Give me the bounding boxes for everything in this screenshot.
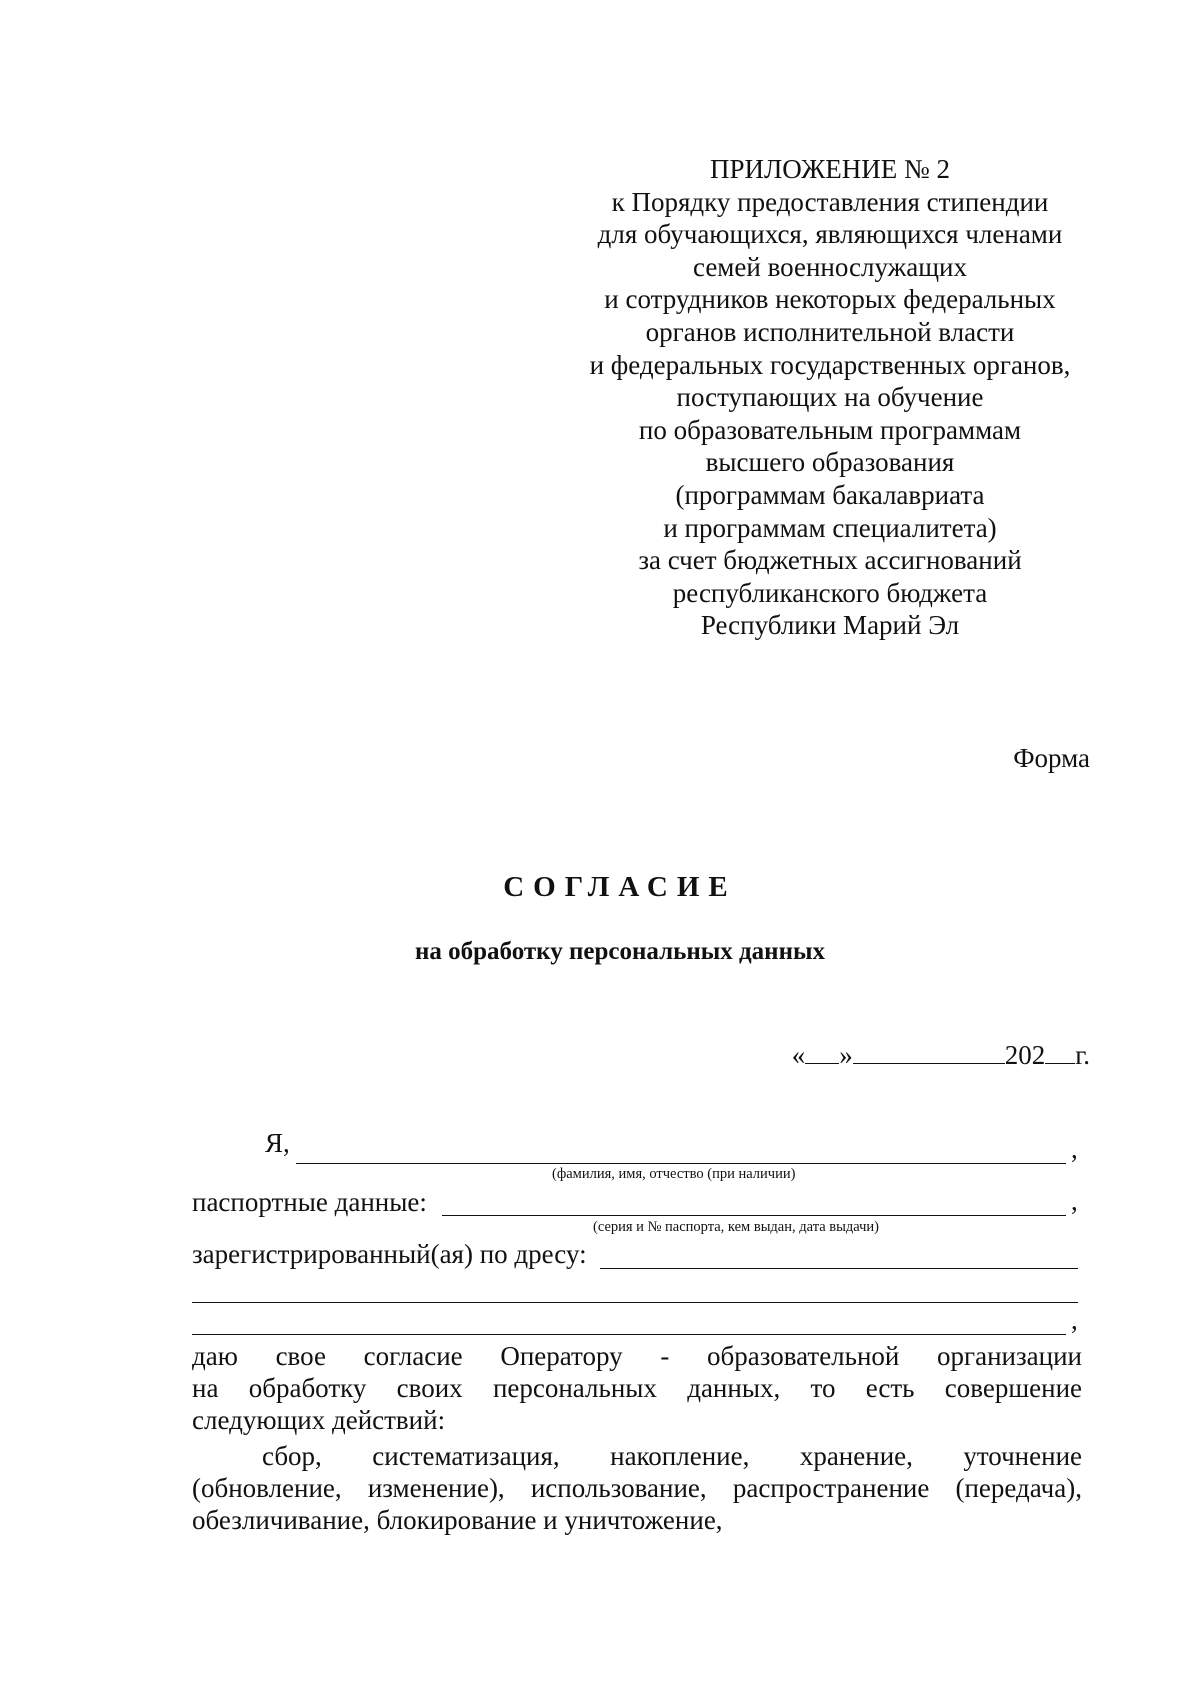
date-close-quote: » — [839, 1040, 853, 1070]
consent-line-2: на обработку своих персональных данных, то есть совершение — [192, 1373, 1082, 1403]
address-comma: , — [1071, 1305, 1078, 1335]
passport-comma: , — [1071, 1186, 1078, 1216]
actions-line-3: обезличивание, блокирование и уничтожение, — [192, 1505, 723, 1535]
appendix-line: поступающих на обучение — [676, 382, 984, 413]
actions-line-1: сбор, систематизация, накопление, хранение, уточнение — [262, 1441, 1082, 1471]
year-suffix: г. — [1075, 1040, 1090, 1070]
name-prefix: Я, — [265, 1128, 290, 1158]
name-hint: (фамилия, имя, отчество (при наличии) — [552, 1166, 796, 1182]
appendix-line: для обучающихся, являющихся членами — [597, 219, 1063, 250]
address-field-line-1[interactable] — [600, 1268, 1078, 1269]
appendix-line: и сотрудников некоторых федеральных — [604, 284, 1056, 315]
appendix-line: за счет бюджетных ассигнований — [638, 545, 1022, 576]
document-subtitle: на обработку персональных данных — [415, 938, 825, 965]
form-label: Форма — [1013, 743, 1090, 773]
day-blank[interactable] — [805, 1041, 839, 1064]
address-field-line-2[interactable] — [192, 1302, 1078, 1303]
month-blank[interactable] — [853, 1041, 1005, 1064]
appendix-line: и федеральных государственных органов, — [589, 349, 1071, 380]
name-comma: , — [1071, 1134, 1078, 1164]
year-blank[interactable] — [1045, 1041, 1075, 1064]
appendix-header — [560, 153, 1100, 642]
actions-paragraph — [192, 1440, 1082, 1536]
actions-line-2: (обновление, изменение), использование, распространение (передача), — [192, 1473, 1082, 1503]
name-field-line[interactable] — [296, 1163, 1066, 1164]
passport-field-line[interactable] — [442, 1215, 1066, 1216]
document-title: СОГЛАСИЕ — [503, 871, 737, 903]
appendix-line: к Порядку предоставления стипендии — [611, 186, 1049, 217]
date-open-quote: « — [791, 1040, 806, 1070]
appendix-line: (программам бакалавриата — [675, 479, 985, 510]
consent-line-1: даю свое согласие Оператору - образовательной организации — [192, 1341, 1082, 1371]
year-prefix: 202 — [1004, 1040, 1046, 1070]
consent-paragraph — [192, 1340, 1082, 1436]
consent-line-3: следующих действий: — [192, 1405, 446, 1435]
appendix-line: и программам специалитета) — [663, 512, 997, 543]
appendix-line: по образовательным программам — [638, 414, 1022, 445]
appendix-line: органов исполнительной власти — [645, 316, 1015, 347]
date-field — [792, 1040, 1090, 1071]
appendix-line: семей военнослужащих — [693, 251, 967, 282]
appendix-line: Республики Марий Эл — [700, 610, 960, 641]
appendix-line: ПРИЛОЖЕНИЕ № 2 — [709, 154, 951, 184]
passport-label: паспортные данные: — [192, 1187, 427, 1217]
appendix-line: высшего образования — [705, 447, 955, 478]
appendix-line: республиканского бюджета — [672, 577, 988, 608]
passport-hint: (серия и № паспорта, кем выдан, дата выдачи) — [593, 1219, 879, 1235]
address-label: зарегистрированный(ая) по дресу: — [192, 1239, 587, 1269]
address-field-line-3[interactable] — [192, 1334, 1066, 1335]
